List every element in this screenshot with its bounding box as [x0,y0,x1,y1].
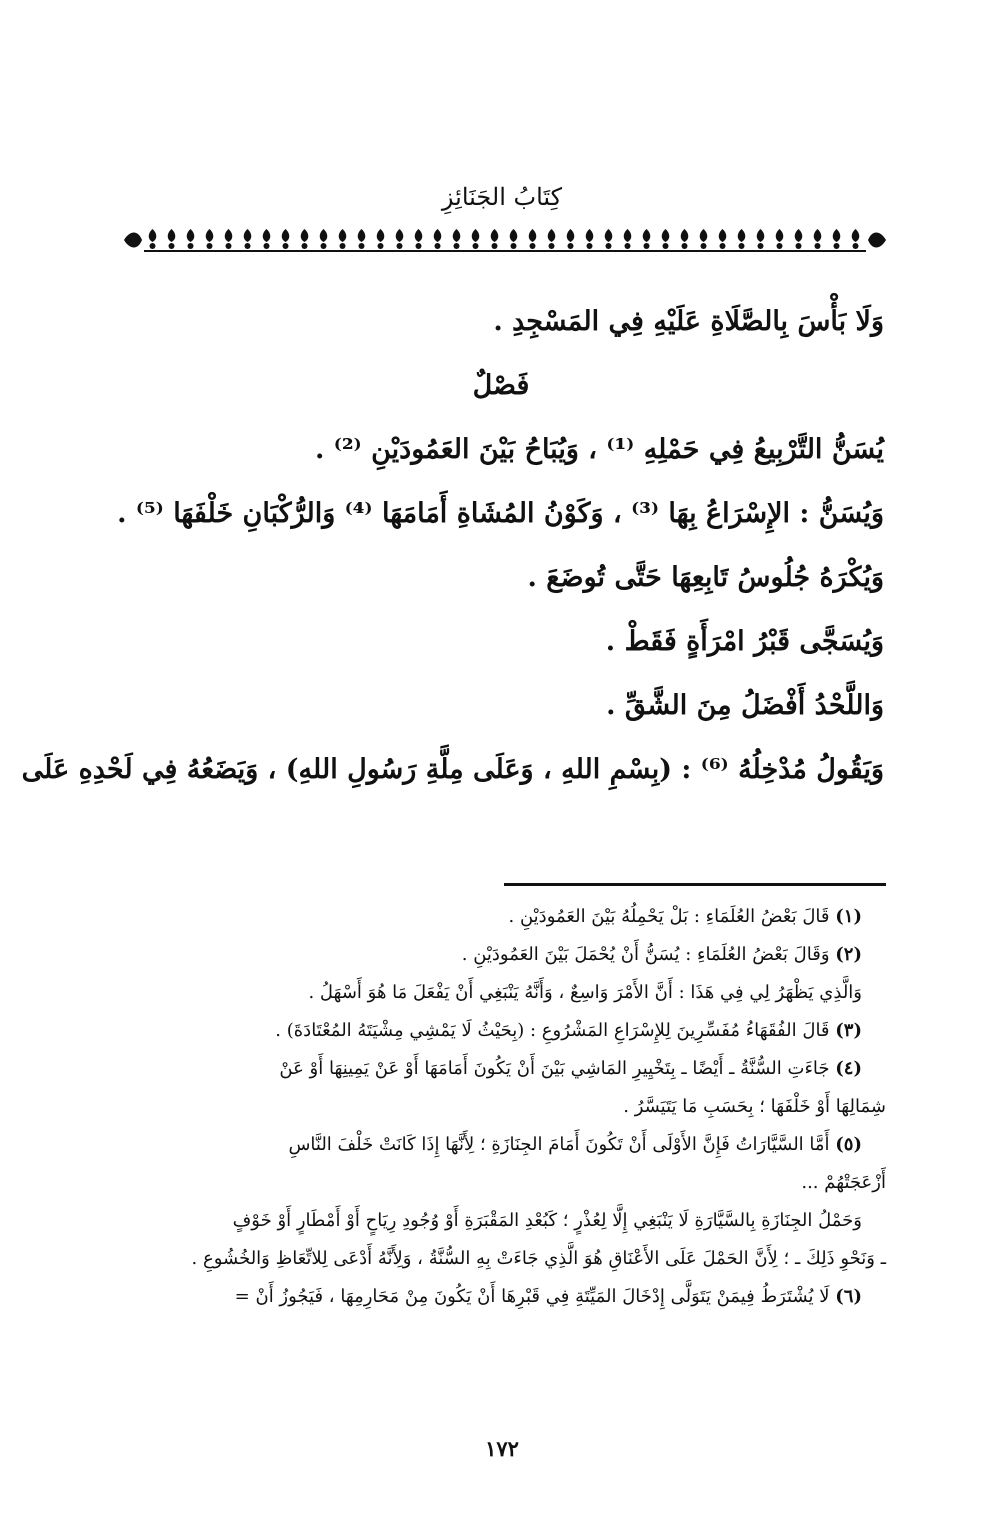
main-line: وَاللَّحْدُ أَفْضَلُ مِنَ الشَّقِّ . [606,690,884,721]
section-heading: فَصْلٌ [472,370,530,401]
footnote [116,974,886,1012]
page-number: ١٧٢ [485,1436,519,1461]
running-header: كِتَابُ الجَنَائِزِ [441,183,563,211]
footnote-number: (٥) [835,1134,862,1155]
main-text [21,290,884,802]
footnote-number: (٣) [835,1020,862,1041]
main-line: وَيُسَنُّ : الإِسْرَاعُ بِهَا ⁽³⁾ ، وَكَوْنُ المُشَاةِ أَمَامَهَا ⁽⁴⁾ وَالرُّكْبَانِ خَلْفَهَا ⁽⁵⁾ . [117,498,884,529]
footnote [116,898,886,936]
main-line: وَيُكْرَهُ جُلُوسُ تَابِعِهَا حَتَّى تُوضَعَ . [527,562,884,593]
footnote-text: قَالَ الفُقَهَاءُ مُفَسِّرِينَ لِلإِسْرَاعِ المَشْرُوعِ : (بِحَيْثُ لَا يَمْشِي مِشْيَتَهُ المُعْتَادَةَ) . [275,1020,830,1041]
footnote-number: (٢) [835,944,862,965]
footnote-text: ـ وَنَحْوِ ذَلِكَ ـ ؛ لِأَنَّ الحَمْلَ عَلَى الأَعْنَاقِ هُوَ الَّذِي جَاءَتْ بِهِ السُّنَّةُ ، وَلِأَنَّهُ أَدْعَى لِلاتِّعَاظِ وَالخُشُوعِ . [191,1248,886,1269]
footnote-number: (٦) [835,1286,862,1307]
footnote [116,1202,886,1240]
footnote-separator [504,883,886,886]
main-line: وَيُسَجَّى قَبْرُ امْرَأَةٍ فَقَطْ . [605,626,884,657]
footnote-text: قَالَ بَعْضُ العُلَمَاءِ : بَلْ يَحْمِلُهُ بَيْنَ العَمُودَيْنِ . [508,906,830,927]
footnote-text: أَمَّا السَّيَّارَاتُ فَإِنَّ الأَوْلَى أَنْ تَكُونَ أَمَامَ الجِنَازَةِ ؛ لِأَنَّهَا إِذَا كَانَتْ خَلْفَ النَّاسِ [288,1134,830,1155]
footnote-text: أَزْعَجَتْهُمْ ... [801,1172,886,1193]
footnote-continuation [116,1240,886,1278]
footnote-text: وَقَالَ بَعْضُ العُلَمَاءِ : يُسَنُّ أَنْ يُحْمَلَ بَيْنَ العَمُودَيْنِ . [461,944,830,965]
footnotes [116,898,886,1316]
footnote-text: وَالَّذِي يَظْهَرُ لِي فِي هَذَا : أَنَّ الأَمْرَ وَاسِعٌ ، وَأَنَّهُ يَنْبَغِي أَنْ يَفْعَلَ مَا هُوَ أَسْهَلُ . [308,982,862,1003]
footnote-text: وَحَمْلُ الجِنَازَةِ بِالسَّيَّارَةِ لَا يَنْبَغِي إِلَّا لِعُذْرٍ ؛ كَبُعْدِ المَقْبَرَةِ أَوْ وُجُودِ رِيَاحٍ أَوْ أَمْطَارٍ أَوْ خَوْفٍ [232,1210,862,1231]
footnote [116,936,886,974]
footnote [116,1126,886,1164]
main-line: وَيَقُولُ مُدْخِلُهُ ⁽⁶⁾ : (بِسْمِ اللهِ ، وَعَلَى مِلَّةِ رَسُولِ اللهِ) ، وَيَضَعُهُ فِي لَحْدِهِ عَلَى [21,754,884,785]
main-line: يُسَنُّ التَّرْبِيعُ فِي حَمْلِهِ ⁽¹⁾ ، وَيُبَاحُ بَيْنَ العَمُودَيْنِ ⁽²⁾ . [314,434,884,465]
footnote-continuation [116,1088,886,1126]
footnote-number: (٤) [835,1058,862,1079]
footnote [116,1012,886,1050]
main-line: وَلَا بَأْسَ بِالصَّلَاةِ عَلَيْهِ فِي المَسْجِدِ . [493,306,884,337]
footnote-continuation [116,1164,886,1202]
footnote-text: لَا يُشْتَرَطُ فِيمَنْ يَتَوَلَّى إِدْخَالَ المَيِّتَةِ فِي قَبْرِهَا أَنْ يَكُونَ مِنْ مَحَارِمِهَا ، فَيَجُوزُ أَنْ = [234,1286,830,1307]
footnote [116,1278,886,1316]
decorative-border [124,226,886,254]
footnote-text: شِمَالِهَا أَوْ خَلْفَهَا ؛ بِحَسَبِ مَا يَتَيَسَّرُ . [623,1096,886,1117]
footnote-text: جَاءَتِ السُّنَّةُ ـ أَيْضًا ـ بِتَخْيِيرِ المَاشِي بَيْنَ أَنْ يَكُونَ أَمَامَهَا أَوْ عَنْ يَمِينِهَا أَوْ عَنْ [279,1058,830,1079]
footnote [116,1050,886,1088]
footnote-number: (١) [835,906,862,927]
